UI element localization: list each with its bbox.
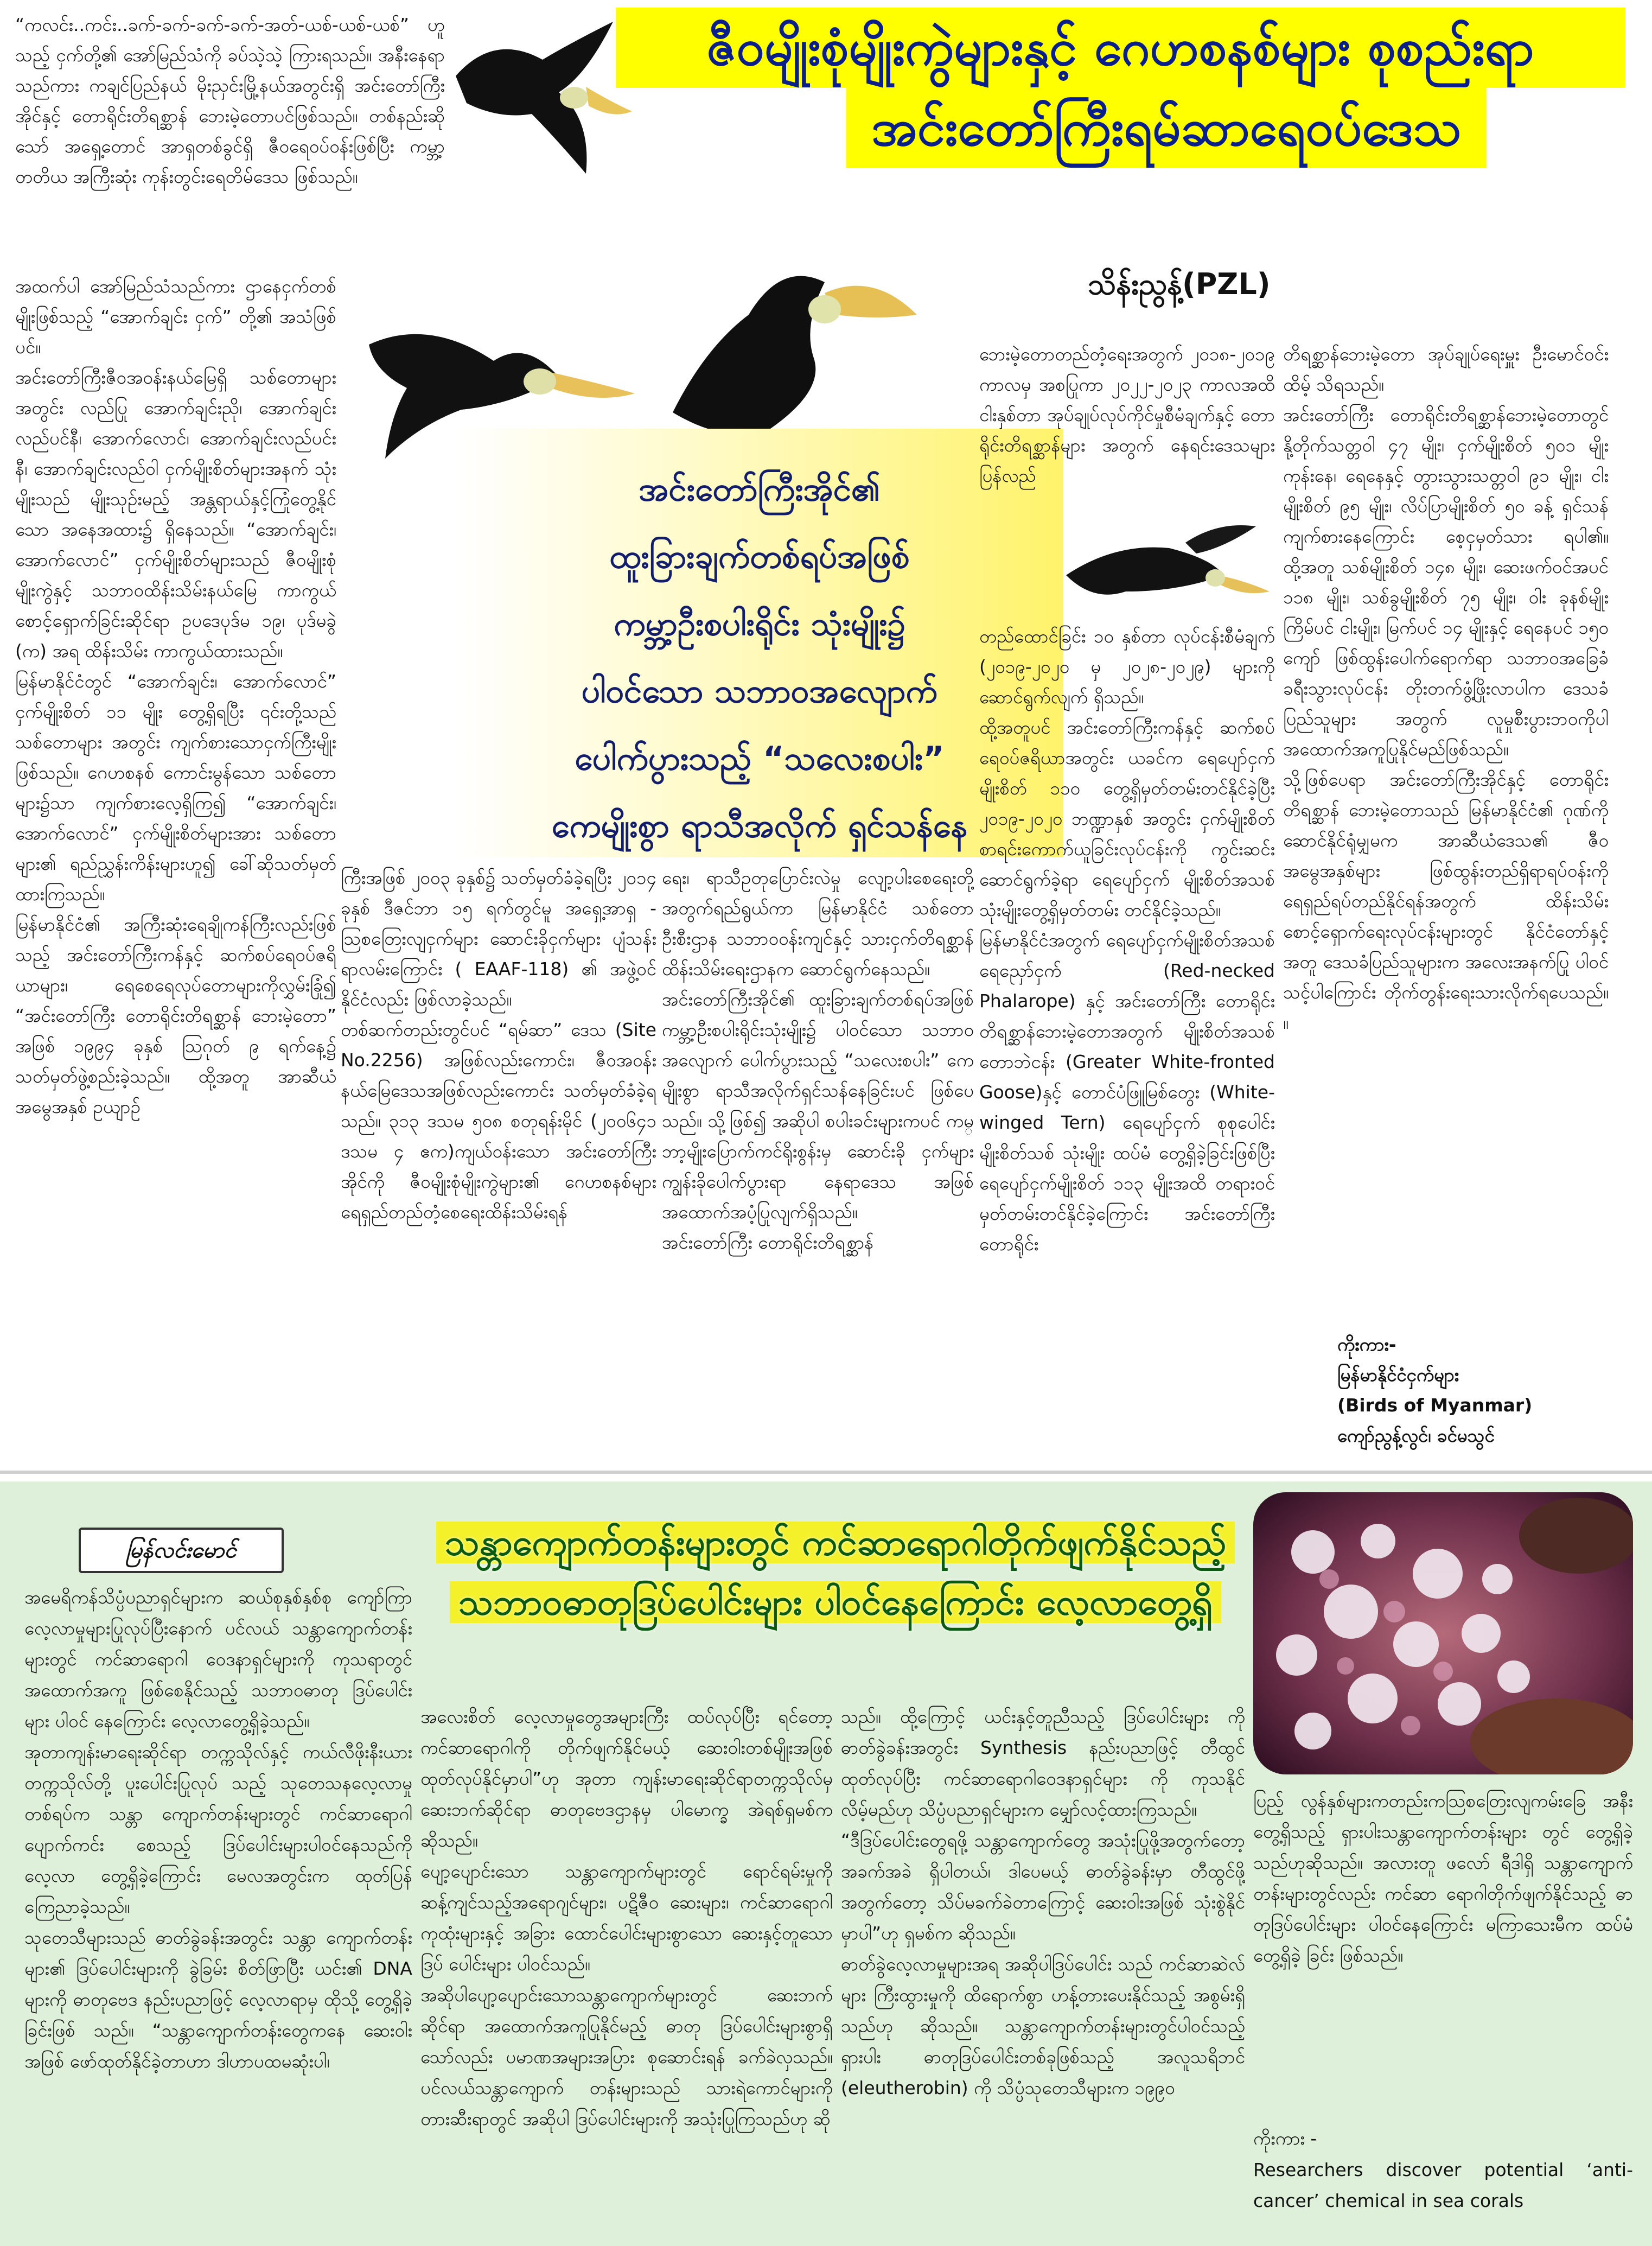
article1-column-1: အထက်ပါ အော်မြည်သံသည်ကား ဌာနေငှက်တစ်မျိုးဖြစ်သည့် “အောက်ချင်း ငှက်” တို့၏ အသံဖြစ်ပင်။ အင်းတော်ကြီးဇီဝအဝန်းနယ်မြေရှိ သစ်တောများအတွင်း လည်ပြု အောက်ချင်းညို၊ အောက်ချင်းလည်ပင်နီ၊ အောက်လောင်၊ အောက်ချင်းလည်ပင်းနီ၊ အောက်ချင်းလည်ဝါ ငှက်မျိုးစိတ်များအနက် သုံးမျိုးသည် မျိုးသုဉ်းမည့် အန္တရာယ်နှင့်ကြုံတွေ့နိုင်သော အနေအထား၌ ရှိနေသည်။ “အောက်ချင်း၊ အောက်လောင်” ငှက်မျိုးစိတ်များသည် ဇီဝမျိုးစုံမျိုးကွဲနှင့် သဘာဝထိန်းသိမ်းနယ်မြေ ကာကွယ်စောင့်ရှောက်ခြင်းဆိုင်ရာ ဥပဒေပုဒ်မ ၁၉၊ ပုဒ်မခွဲ (က) အရ ထိန်းသိမ်း ကာကွယ်ထားသည်။ မြန်မာနိုင်ငံတွင် “အောက်ချင်း၊ အောက်လောင်” ငှက်မျိုးစိတ် ၁၁ မျိုး တွေ့ရှိရပြီး ၎င်းတို့သည် သစ်တောများ အတွင်း ကျက်စားသောငှက်ကြီးမျိုး ဖြစ်သည်။ ဂေဟစနစ် ကောင်းမွန်သော သစ်တောများ၌သာ ကျက်စားလေ့ရှိကြ၍ “အောက်ချင်း၊ အောက်လောင်” ငှက်မျိုးစိတ်များအား သစ်တောများ၏ ရည်ညွှန်းကိန်းများဟူ၍ ခေါ်ဆိုသတ်မှတ်ထားကြသည်။ မြန်မာနိုင်ငံ၏ အကြီးဆုံးရေချိုကန်ကြီးလည်းဖြစ်သည့် အင်းတော်ကြီးကန်နှင့် ဆက်စပ်ရေဝပ်ဇရိယာများ၊ ရေစေရေလုပ်တောများကိုလွှမ်းခြုံ၍ “အင်းတော်ကြီး တောရိုင်းတိရစ္ဆာန် ဘေးမဲ့တော” အဖြစ် ၁၉၉၄ ခုနှစ် ဩဂုတ် ၉ ရက်နေ့၌ သတ်မှတ်ဖွဲ့စည်းခဲ့သည်။ ထို့အတူ အာဆီယံအမွေအနှစ် ဥယျာဉ် — [15, 276, 336, 1117]
article2-reference-label: ကိုးကား - — [1253, 2128, 1317, 2149]
article1-credit: ကိုးကား- မြန်မာနိုင်ငံငှက်များ (Birds of Myanmar) ကျော်ညွန့်လွင်၊ ခင်မသွင် — [1337, 1334, 1533, 1446]
article1-title-line1: ဇီဝမျိုးစုံမျိုးကွဲများနှင့် ဂေဟစနစ်များ စုစည်းရာ — [616, 8, 1625, 88]
article1-column-2: ကြီးအဖြစ် ၂၀၀၃ ခုနှစ်၌ သတ်မှတ်ခံခဲ့ရပြီး ၂၀၁၄ ခုနှစ် ဒီဇင်ဘာ ၁၅ ရက်တွင်မူ အရှေ့အာရှ - ဩစတြေးလျငှက်များ ဆောင်းခိုငှက်များ ပျံသန်းရာလမ်းကြောင်း ( EAAF-118) ၏ အဖွဲ့ဝင်နိုင်ငံလည်း ဖြစ်လာခဲ့သည်။ တစ်ဆက်တည်းတွင်ပင် “ရမ်ဆာ” ဒေသ (Site No.2256) အဖြစ်လည်းကောင်း၊ ဇီဝအဝန်း နယ်မြေဒေသအဖြစ်လည်းကောင်း သတ်မှတ်ခံခဲ့ရသည်။ ၃၁၃ ဒသမ ၅၀၈ စတုရန်းမိုင် (၂၀၀၆၄၁ ဒသမ ၄ ဧက)ကျယ်ဝန်းသော အင်းတော်ကြီး အိုင်ကို ဇီဝမျိုးစုံမျိုးကွဲများ၏ ဂေဟစနစ်များ ရေရှည်တည်တံ့စေရေးထိန်းသိမ်းရန် — [341, 867, 656, 1223]
article2-column-2: အလေးစိတ် လေ့လာမှုတွေအများကြီး ထပ်လုပ်ပြီး ရင်တော့ ကင်ဆာရောဂါကို တိုက်ဖျက်နိုင်မယ့် ဆေးဝါးတစ်မျိုးအဖြစ် ထုတ်လုပ်နိုင်မှာပါ”ဟု အုတာ ကျန်းမာရေးဆိုင်ရာတက္ကသိုလ်မှ ဆေးဘက်ဆိုင်ရာ ဓာတုဗေဒဌာနမှ ပါမောက္ခ အဲရစ်ရှမစ်က ဆိုသည်။ ပျော့ပျောင်းသော သန္တာကျောက်များတွင် ရောင်ရမ်းမှုကို ဆန့်ကျင်သည့်အရောဂျင်များ၊ ပဋိဇီဝ ဆေးများ၊ ကင်ဆာရောဂါကုထုံးများနှင့် အခြား ထောင်ပေါင်းများစွာသော ဆေးနှင့်တူသော ဒြပ် ပေါင်းများ ပါဝင်သည်။ အဆိုပါပျော့ပျောင်းသောသန္တာကျောက်များတွင် ဆေးဘက်ဆိုင်ရာ အထောက်အကူပြုနိုင်မည့် ဓာတု ဒြပ်ပေါင်းများစွာရှိသော်လည်း ပမာဏအများအပြား စုဆောင်းရန် ခက်ခဲလှသည်။ ပင်လယ်သန္တာကျောက် တန်းများသည် သားရဲကောင်များကို တားဆီးရာတွင် အဆိုပါ ဒြပ်ပေါင်းများကို အသုံးပြုကြသည်ဟု ဆို — [420, 1706, 833, 2129]
article2-reference-text: Researchers discover potential ‘anti-cancer’ chemical in sea corals — [1253, 2159, 1633, 2211]
article1-intro: “ကလင်း..ကင်း..ခက်-ခက်-ခက်-ခက်-အတ်-ယစ်-ယစ်-ယစ်” ဟူသည့် ငှက်တို့၏ အော်မြည်သံကို ခပ်သဲ့သဲ့ ကြားရသည်။ အနီးနေရာသည်ကား ကချင်ပြည်နယ် မိုးညှင်းမြို့နယ်အတွင်းရှိ အင်းတော်ကြီးအိုင်နှင့် တောရိုင်းတိရစ္ဆာန် ဘေးမဲ့တောပင်ဖြစ်သည်။ တစ်နည်းဆိုသော် အရှေ့တောင် အာရှတစ်ခွင်ရှိ ဇီဝရေဝပ်ဝန်းဖြစ်ပြီး ကမ္ဘာ့တတိယ အကြီးဆုံး ကုန်းတွင်းရေတိမ်ဒေသ ဖြစ်သည်။ — [15, 14, 445, 187]
section-divider — [0, 1471, 1652, 1474]
article1-highlight-text: အင်းတော်ကြီးအိုင်၏ ထူးခြားချက်တစ်ရပ်အဖြစ် ကမ္ဘာ့ဦးစပါးရိုင်း သုံးမျိုး၌ ပါဝင်သော သဘာဝအလျောက် ပေါက်ပွားသည့် “သလေးစပါး” ကေမျိုးစွာ ရာသီအလိုက် ရှင်သန်နေ — [551, 470, 968, 845]
article1-column-4-bottom: တည်ထောင်ခြင်း ၁၀ နှစ်တာ လုပ်ငန်းစီမံချက် (၂၀၁၉-၂၀၂၀ မှ ၂၀၂၈-၂၀၂၉) များကို ဆောင်ရွက်လျက် ရှိသည်။ ထို့အတူပင် အင်းတော်ကြီးကန်နှင့် ဆက်စပ်ရေဝပ်ဇရိယာအတွင်း ယခင်က ရေပျော်ငှက်မျိုးစိတ် ၁၁၀ တွေ့ရှိမှတ်တမ်းတင်နိုင်ခဲ့ပြီး ၂၀၁၉-၂၀၂၀ ဘဏ္ဍာနှစ် အတွင်း ငှက်မျိုးစိတ် စာရင်းကောက်ယူခြင်းလုပ်ငန်းကို ကွင်းဆင်းဆောင်ရွက်ခဲ့ရာ ရေပျော်ငှက် မျိုးစိတ်အသစ် သုံးမျိုးတွေ့ရှိမှတ်တမ်း တင်နိုင်ခဲ့သည်။ မြန်မာနိုင်ငံအတွက် ရေပျော်ငှက်မျိုးစိတ်အသစ် ရေညှော်ငှက် (Red-necked Phalarope) နှင့် အင်းတော်ကြီး တောရိုင်းတိရစ္ဆာန်ဘေးမဲ့တောအတွက် မျိုးစိတ်အသစ် တောဘဲငန်း (Greater White-fronted Goose)နှင့် တောင်ပံဖြူမြစ်တွေး (White-winged Tern) ရေပျော်ငှက် စုစုပေါင်း မျိုးစိတ်သစ် သုံးမျိုး ထပ်မံ တွေ့ရှိခဲ့ခြင်းဖြစ်ပြီး ရေပျော်ငှက်မျိုးစိတ် ၁၁၃ မျိုးအထိ တရားဝင်မှတ်တမ်းတင်နိုင်ခဲ့ကြောင်း အင်းတော်ကြီး တောရိုင်း — [979, 626, 1275, 1255]
article2-column-1: အမေရိကန်သိပ္ပံပညာရှင်များက ဆယ်စုနှစ်နှစ်စု ကျော်ကြာလေ့လာမှုများပြုလုပ်ပြီးနောက် ပင်လယ် သန္တာကျောက်တန်းများတွင် ကင်ဆာရောဂါ ဝေဒနာရှင်များကို ကုသရာတွင် အထောက်အကူ ဖြစ်စေနိုင်သည့် သဘာဝဓာတု ဒြပ်ပေါင်းများ ပါဝင် နေကြောင်း လေ့လာတွေ့ရှိခဲ့သည်။ အုတာကျန်းမာရေးဆိုင်ရာ တက္ကသိုလ်နှင့် ကယ်လီဖိုးနီးယားတက္ကသိုလ်တို့ ပူးပေါင်းပြုလုပ် သည့် သုတေသနလေ့လာမှုတစ်ရပ်က သန္တာ ကျောက်တန်းများတွင် ကင်ဆာရောဂါပျောက်ကင်း စေသည့် ဒြပ်ပေါင်းများပါဝင်နေသည်ကို လေ့လာ တွေ့ရှိခဲ့ကြောင်း မေလအတွင်းက ထုတ်ပြန် ကြေညာခဲ့သည်။ သုတေသီများသည် ဓာတ်ခွဲခန်းအတွင်း သန္တာ ကျောက်တန်းများ၏ ဒြပ်ပေါင်းများကို ခွဲခြမ်း စိတ်ဖြာပြီး ယင်း၏ DNA များကို ဓာတုဗေဒ နည်းပညာဖြင့် လေ့လာရာမှ ထိုသို့ တွေ့ရှိခဲ့ခြင်းဖြစ် သည်။ “သန္တာကျောက်တန်းတွေကနေ ဆေးဝါး အဖြစ် ဖော်ထုတ်နိုင်ခဲ့တာဟာ ဒါဟာပထမဆုံးပါ၊ — [24, 1587, 412, 2072]
article2-column-4: ပြည့် လွန်နှစ်များကတည်းကဩစတြေးလျကမ်းခြေ အနီး တွေ့ရှိသည့် ရှားပါးသန္တာကျောက်တန်းများ တွင် တွေ့ရှိခဲ့သည်ဟုဆိုသည်။ အလားတူ ဖလော် ရီဒါရှိ သန္တာကျောက်တန်းများတွင်လည်း ကင်ဆာ ရောဂါတိုက်ဖျက်နိုင်သည့် ဓာတုဒြပ်ပေါင်းများ ပါဝင်နေကြောင်း မကြာသေးမီက ထပ်မံတွေ့ရှိခဲ့ ခြင်း ဖြစ်သည်။ — [1253, 1790, 1633, 1966]
hornbill-illustration-4 — [1061, 510, 1272, 619]
hornbill-illustration-1 — [450, 11, 635, 179]
article2-title-line2-text: သဘာဝဓာတုဒြပ်ပေါင်းများ ပါဝင်နေကြောင်း လေ့လာတွေ့ရှိ — [450, 1581, 1221, 1623]
article1-title-line2: အင်းတော်ကြီးရမ်ဆာရေဝပ်ဒေသ — [846, 88, 1487, 168]
article2-title-line1 — [412, 1517, 1259, 1569]
coral-photo — [1253, 1492, 1633, 1774]
article1-column-5: တိရစ္ဆာန်ဘေးမဲ့တော အုပ်ချုပ်ရေးမှူး ဦးမောင်ဝင်းထိမ့် သိရသည်။ အင်းတော်ကြီး တောရိုင်းတိရစ္ဆာန်ဘေးမဲ့တောတွင် နို့တိုက်သတ္တဝါ ၄၇ မျိုး၊ ငှက်မျိုးစိတ် ၅၀၁ မျိုး ကုန်းနေ၊ ရေနေနှင့် တွားသွားသတ္တဝါ ၉၁ မျိုး၊ ငါးမျိုးစိတ် ၉၅ မျိုး၊ လိပ်ပြာမျိုးစိတ် ၅၀ ခန့် ရှင်သန်ကျက်စားနေကြောင်း စေ့ငှမှတ်သား ရပါ၏။ ထို့အတူ သစ်မျိုးစိတ် ၁၄၈ မျိုး၊ ဆေးဖက်ဝင်အပင် ၁၁၈ မျိုး၊ သစ်ခွမျိုးစိတ် ၇၅ မျိုး၊ ဝါး ခုနစ်မျိုးကြိမ်ပင် ငါးမျိုး၊ မြက်ပင် ၁၄ မျိုးနှင့် ရေနေပင် ၁၅၀ ကျော် ဖြစ်ထွန်းပေါက်ရောက်ရာ သဘာဝအခြေခံခရီးသွားလုပ်ငန်း တိုးတက်ဖွံ့ဖြိုးလာပါက ဒေသခံပြည်သူများ အတွက် လူမှုစီးပွားဘဝကိုပါ အထောက်အကူပြုနိုင်မည်ဖြစ်သည်။ သို့ဖြစ်ပေရာ အင်းတော်ကြီးအိုင်နှင့် တောရိုင်းတိရစ္ဆာန် ဘေးမဲ့တောသည် မြန်မာနိုင်ငံ၏ ဂုဏ်ကို ဆောင်နိုင်ရုံမျှမက အာဆီယံဒေသ၏ ဇီဝအမွေအနှစ်များ ဖြစ်ထွန်းတည်ရှိရာရပ်ဝန်းကို ရေရှည်ရပ်တည်နိုင်ရန်အတွက် ထိန်းသိမ်းစောင့်ရှောက်ရေးလုပ်ငန်းများတွင် နိုင်ငံတော်နှင့်အတူ ဒေသခံပြည်သူများက အလေးအနက်ပြု ပါဝင်သင့်ပါကြောင်း တိုက်တွန်းရေးသားလိုက်ရပေသည်။ ။ — [1283, 343, 1609, 1033]
hornbill-illustration-3 — [662, 250, 922, 456]
article2-column-3: သည်။ ထို့ကြောင့် ယင်းနှင့်တူညီသည့် ဒြပ်ပေါင်းများ ကို ဓာတ်ခွဲခန်းအတွင်း Synthesis နည်းပညာဖြင့် တီထွင်ထုတ်လုပ်ပြီး ကင်ဆာရောဂါဝေဒနာရှင်များ ကို ကုသနိုင်လိမ့်မည်ဟု သိပ္ပံပညာရှင်များက မျှော်လင့်ထားကြသည်။ “ဒီဒြပ်ပေါင်းတွေရဖို့ သန္တာကျောက်တွေ အသုံးပြုဖို့အတွက်တော့ အခက်အခဲ ရှိပါတယ်၊ ဒါပေမယ့် ဓာတ်ခွဲခန်းမှာ တီထွင်ဖို့အတွက်တော့ သိပ်မခက်ခဲတာကြောင့် ဆေးဝါးအဖြစ် သုံးစွဲနိုင် မှာပါ”ဟု ရှမစ်က ဆိုသည်။ ဓာတ်ခွဲလေ့လာမှုများအရ အဆိုပါဒြပ်ပေါင်း သည် ကင်ဆာဆဲလ်များ ကြီးထွားမှုကို ထိရောက်စွာ ဟန့်တားပေးနိုင်သည့် အစွမ်းရှိသည်ဟု ဆိုသည်။ သန္တာကျောက်တန်းများတွင်ပါဝင်သည့် ရှားပါး ဓာတုဒြပ်ပေါင်းတစ်ခုဖြစ်သည့် အလူသရိဘင် (eleutherobin) ကို သိပ္ပံသုတေသီများက ၁၉၉၀ — [841, 1706, 1245, 2098]
article2-title-line2 — [412, 1576, 1259, 1628]
article1-byline: သိန်းညွန့်(PZL) — [1088, 267, 1271, 301]
article2-author-tag: မြန်လင်းမောင် — [79, 1528, 284, 1573]
article1-column-3: ရေး၊ ရာသီဥတုပြောင်းလဲမှု လျော့ပါးစေရေးတို့အတွက်ရည်ရွယ်ကာ မြန်မာနိုင်ငံ သစ်တောဦးစီးဌာန သဘာဝဝန်းကျင်နှင့် သားငှက်တိရစ္ဆာန် ထိန်းသိမ်းရေးဌာနက ဆောင်ရွက်နေသည်။ အင်းတော်ကြီးအိုင်၏ ထူးခြားချက်တစ်ရပ်အဖြစ် ကမ္ဘာ့ဦးစပါးရိုင်းသုံးမျိုး၌ ပါဝင်သော သဘာဝအလျောက် ပေါက်ပွားသည့် “သလေးစပါး” ကေမျိုးစွာ ရာသီအလိုက်ရှင်သန်နေခြင်းပင် ဖြစ်ပေသည်။ သို့ဖြစ်၍ အဆိုပါ စပါးခင်းများကပင် ကမ္ဘာ့မျိုးပြောက်ကင်ရိုးစွန်းမှ ဆောင်းခို ငှက်များ ကျွန်းခိုပေါက်ပွားရာ နေရာဒေသ အဖြစ် အထောက်အပံ့ပြုလျက်ရှိသည်။ အင်းတော်ကြီး တောရိုင်းတိရစ္ဆာန် — [662, 867, 974, 1253]
article1-column-4-top: ဘေးမဲ့တောတည်တံ့ရေးအတွက် ၂၀၁၈-၂၀၁၉ ကာလမှ အစပြုကာ ၂၀၂၂-၂၀၂၃ ကာလအထိ ငါးနှစ်တာ အုပ်ချုပ်လုပ်ကိုင်မှုစီမံချက်နှင့် တောရိုင်းတိရစ္ဆာန်များ အတွက် နေရင်းဒေသများ ပြန်လည် — [979, 343, 1275, 486]
article2-title-line1-text: သန္တာကျောက်တန်းများတွင် ကင်ဆာရောဂါတိုက်ဖျက်နိုင်သည့် — [436, 1522, 1235, 1563]
